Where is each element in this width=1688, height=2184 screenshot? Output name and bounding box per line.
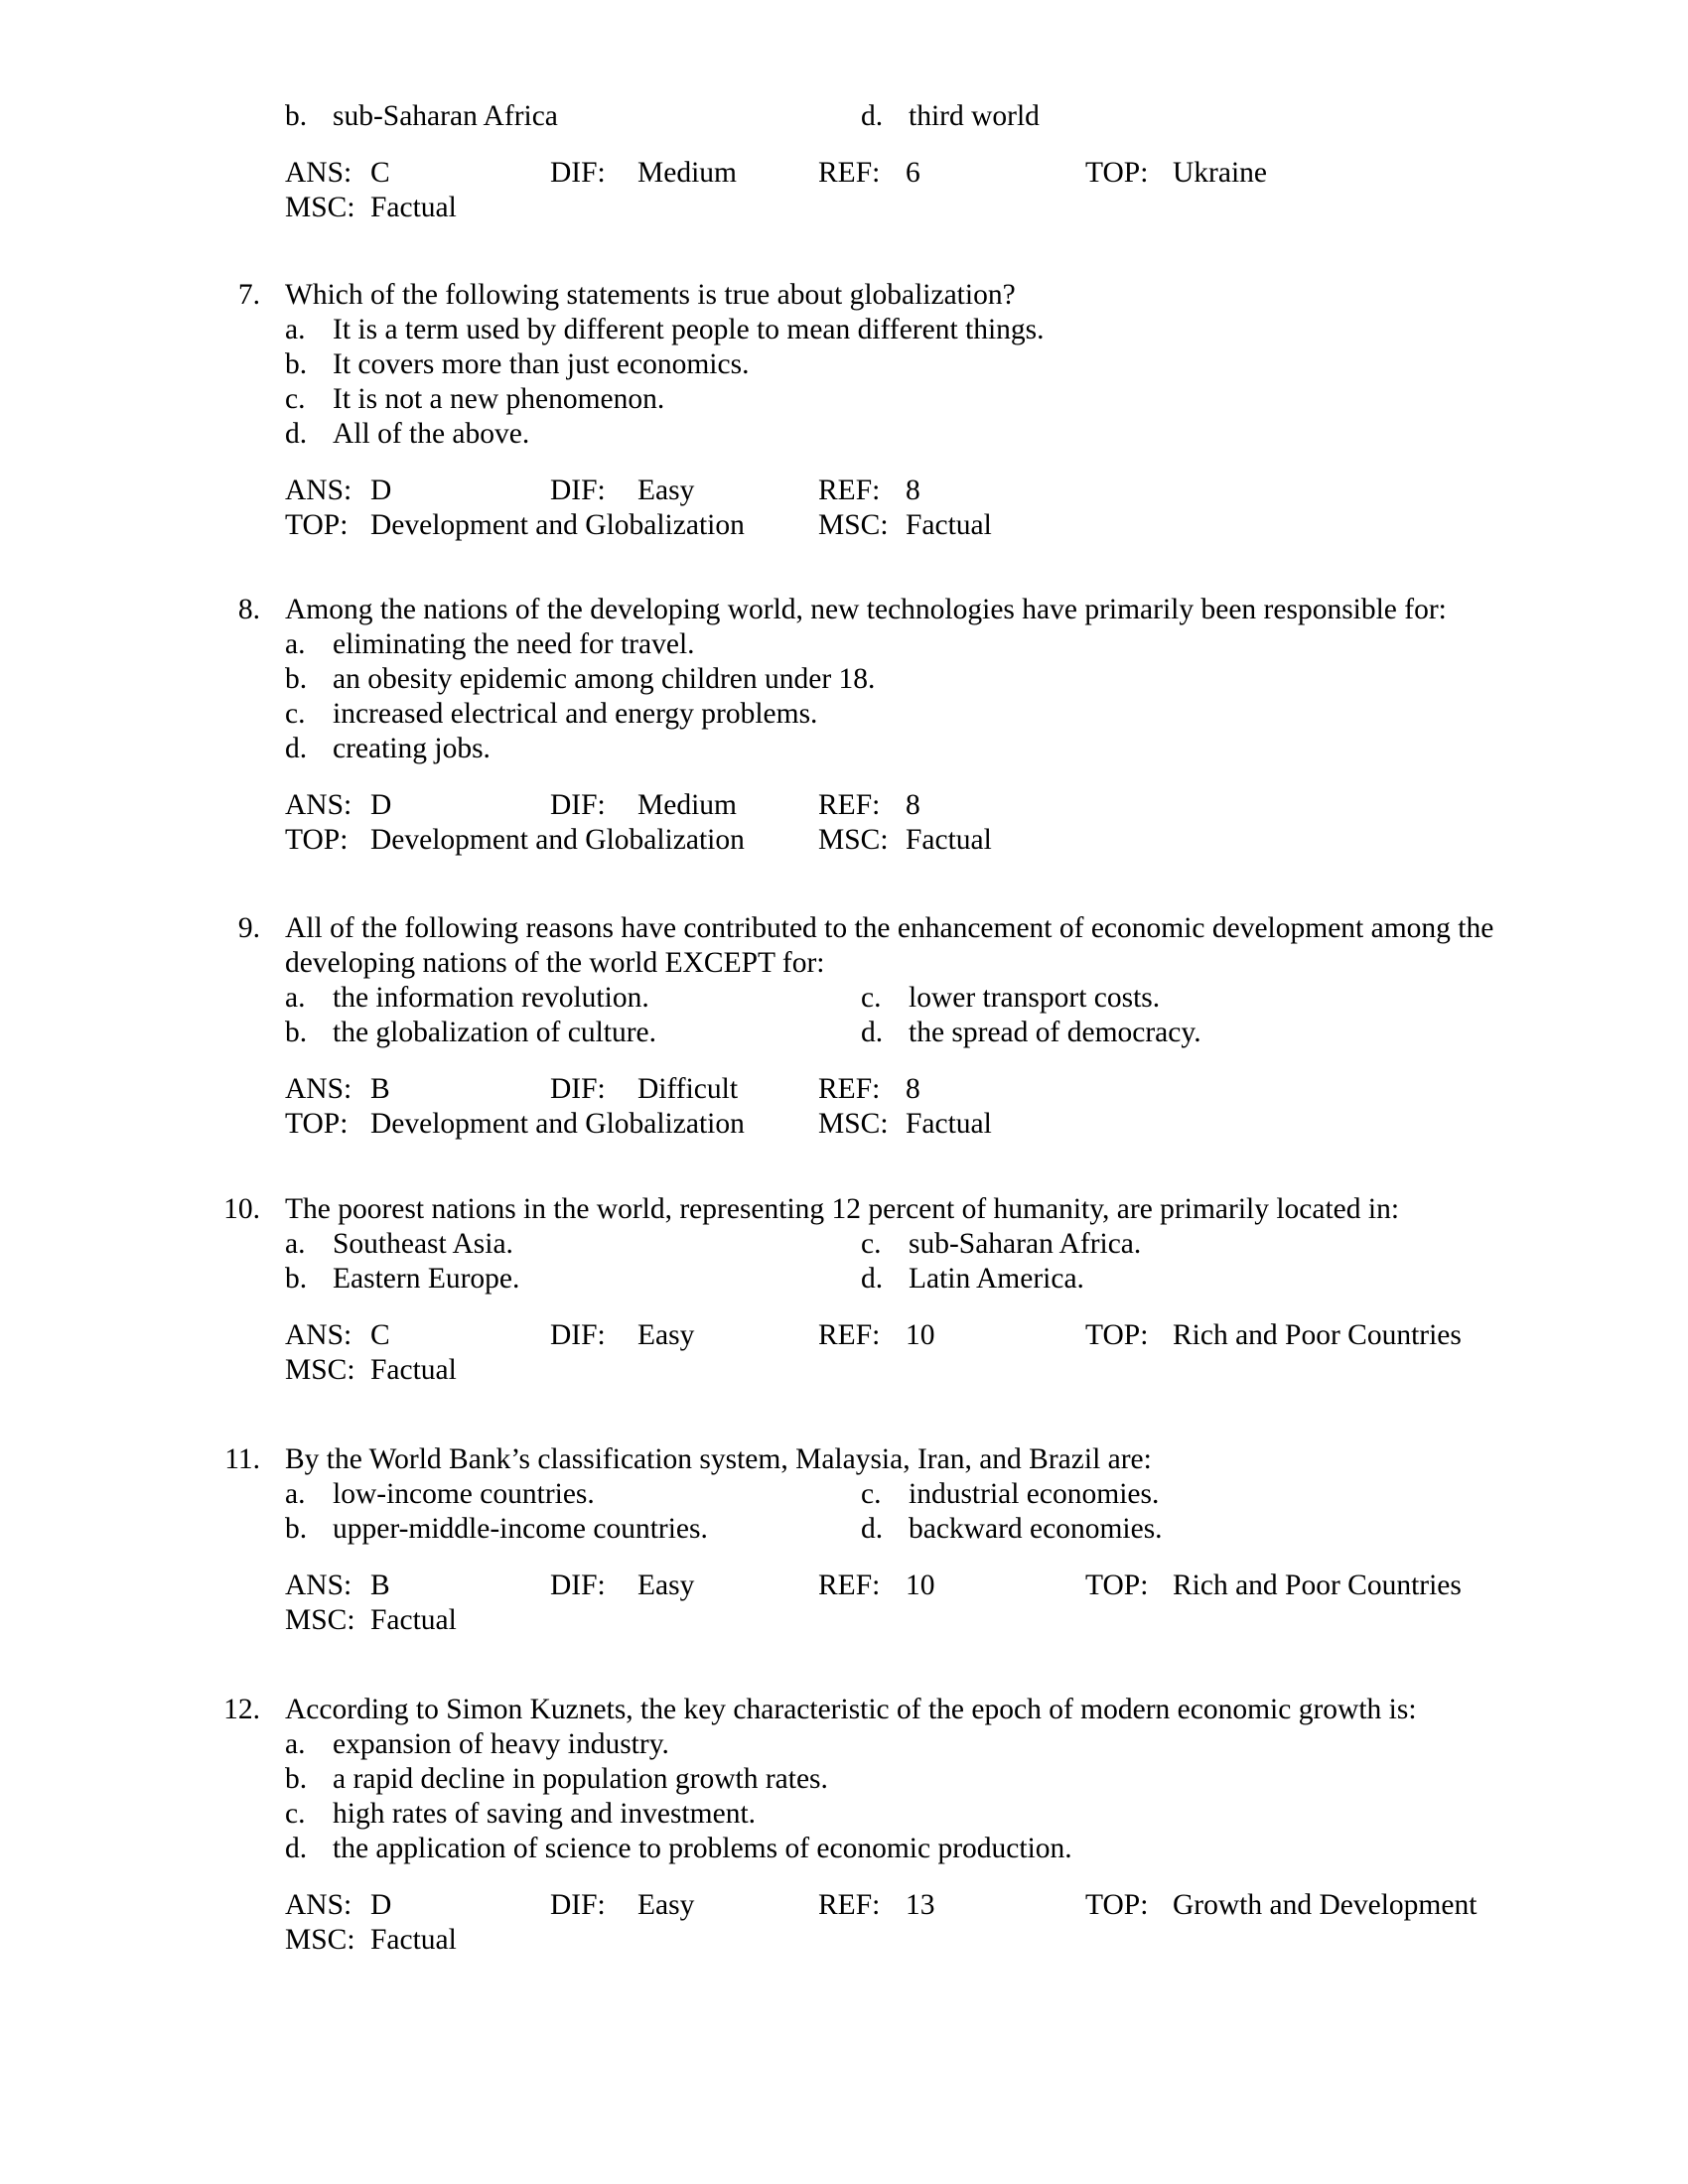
option-text: backward economies. (909, 1513, 1163, 1545)
msc-value: Factual (906, 509, 992, 541)
msc-value: Factual (370, 1924, 457, 1956)
top-label: TOP: (285, 824, 349, 856)
msc-label: MSC: (285, 1604, 355, 1636)
ref-value: 10 (906, 1570, 935, 1601)
dif-value: Easy (637, 1319, 695, 1351)
question-number: 9. (237, 912, 260, 944)
option-letter: a. (285, 1228, 306, 1260)
dif-label: DIF: (550, 1889, 606, 1921)
option-letter: d. (861, 1263, 884, 1295)
ans-value: D (370, 475, 392, 506)
dif-label: DIF: (550, 789, 606, 821)
option-text: sub-Saharan Africa (333, 100, 558, 132)
top-label: TOP: (1085, 1319, 1149, 1351)
ans-value: C (370, 1319, 390, 1351)
question-text-line-1: All of the following reasons have contributed to the enhancement of economic development among the (285, 912, 1494, 944)
msc-label: MSC: (818, 509, 889, 541)
option-text: increased electrical and energy problems. (333, 698, 818, 730)
ref-label: REF: (818, 1889, 881, 1921)
option-text: industrial economies. (909, 1478, 1160, 1510)
option-text: upper-middle-income countries. (333, 1513, 708, 1545)
msc-value: Factual (906, 824, 992, 856)
ref-value: 6 (906, 157, 920, 189)
option-letter: b. (285, 100, 308, 132)
ref-label: REF: (818, 1073, 881, 1105)
dif-value: Medium (637, 789, 737, 821)
option-text: It covers more than just economics. (333, 348, 750, 380)
msc-value: Factual (370, 1354, 457, 1386)
option-letter: c. (861, 982, 882, 1014)
top-value: Development and Globalization (370, 509, 745, 541)
option-letter: b. (285, 1017, 308, 1048)
question-number: 12. (223, 1694, 260, 1725)
option-text: Southeast Asia. (333, 1228, 513, 1260)
option-letter: b. (285, 1513, 308, 1545)
question-number: 11. (224, 1443, 260, 1475)
top-value: Development and Globalization (370, 1108, 745, 1140)
question-text: By the World Bank’s classification system, Malaysia, Iran, and Brazil are: (285, 1443, 1152, 1475)
option-text: creating jobs. (333, 733, 491, 764)
dif-value: Difficult (637, 1073, 739, 1105)
option-letter: c. (285, 698, 306, 730)
option-letter: a. (285, 1728, 306, 1760)
top-value: Growth and Development (1173, 1889, 1477, 1921)
ref-value: 8 (906, 475, 920, 506)
dif-label: DIF: (550, 1073, 606, 1105)
question-text: Among the nations of the developing world, new technologies have primarily been responsible for: (285, 594, 1447, 625)
option-text: an obesity epidemic among children under 18. (333, 663, 876, 695)
top-label: TOP: (1085, 1570, 1149, 1601)
msc-label: MSC: (818, 1108, 889, 1140)
option-text: a rapid decline in population growth rates. (333, 1763, 828, 1795)
option-letter: b. (285, 663, 308, 695)
top-value: Rich and Poor Countries (1173, 1570, 1462, 1601)
msc-label: MSC: (818, 824, 889, 856)
dif-value: Easy (637, 475, 695, 506)
option-letter: c. (285, 1798, 306, 1830)
top-value: Rich and Poor Countries (1173, 1319, 1462, 1351)
ans-value: D (370, 1889, 392, 1921)
ref-label: REF: (818, 475, 881, 506)
option-letter: b. (285, 1763, 308, 1795)
ans-value: B (370, 1570, 390, 1601)
dif-value: Easy (637, 1889, 695, 1921)
option-letter: a. (285, 628, 306, 660)
ans-value: C (370, 157, 390, 189)
option-letter: d. (285, 418, 308, 450)
option-letter: b. (285, 348, 308, 380)
ans-label: ANS: (285, 789, 352, 821)
top-label: TOP: (1085, 1889, 1149, 1921)
option-letter: c. (861, 1228, 882, 1260)
msc-value: Factual (906, 1108, 992, 1140)
ans-label: ANS: (285, 157, 352, 189)
option-letter: c. (285, 383, 306, 415)
ans-value: D (370, 789, 392, 821)
ref-label: REF: (818, 1319, 881, 1351)
question-text-line-2: developing nations of the world EXCEPT for: (285, 947, 825, 979)
msc-label: MSC: (285, 1924, 355, 1956)
option-letter: d. (861, 100, 884, 132)
option-text: It is not a new phenomenon. (333, 383, 665, 415)
dif-value: Easy (637, 1570, 695, 1601)
top-label: TOP: (285, 509, 349, 541)
option-text: low-income countries. (333, 1478, 595, 1510)
ans-label: ANS: (285, 475, 352, 506)
option-text: the application of science to problems of economic production. (333, 1833, 1072, 1864)
option-text: expansion of heavy industry. (333, 1728, 669, 1760)
option-text: the spread of democracy. (909, 1017, 1201, 1048)
ref-label: REF: (818, 157, 881, 189)
dif-label: DIF: (550, 1319, 606, 1351)
option-letter: d. (861, 1017, 884, 1048)
ref-value: 10 (906, 1319, 935, 1351)
ans-label: ANS: (285, 1570, 352, 1601)
option-text: high rates of saving and investment. (333, 1798, 757, 1830)
top-label: TOP: (1085, 157, 1149, 189)
question-text: The poorest nations in the world, representing 12 percent of humanity, are primarily located in: (285, 1193, 1400, 1225)
ans-label: ANS: (285, 1073, 352, 1105)
ref-value: 8 (906, 789, 920, 821)
ref-label: REF: (818, 789, 881, 821)
option-text: the globalization of culture. (333, 1017, 657, 1048)
dif-label: DIF: (550, 475, 606, 506)
option-letter: a. (285, 314, 306, 345)
msc-label: MSC: (285, 1354, 355, 1386)
dif-label: DIF: (550, 157, 606, 189)
option-letter: d. (285, 1833, 308, 1864)
option-text: It is a term used by different people to mean different things. (333, 314, 1045, 345)
option-text: Eastern Europe. (333, 1263, 520, 1295)
option-text: Latin America. (909, 1263, 1084, 1295)
question-number: 8. (237, 594, 260, 625)
top-label: TOP: (285, 1108, 349, 1140)
option-text: third world (909, 100, 1040, 132)
option-letter: a. (285, 1478, 306, 1510)
msc-label: MSC: (285, 192, 355, 223)
question-number: 10. (223, 1193, 260, 1225)
option-text: eliminating the need for travel. (333, 628, 695, 660)
option-letter: a. (285, 982, 306, 1014)
dif-value: Medium (637, 157, 737, 189)
question-text: Which of the following statements is true about globalization? (285, 279, 1016, 311)
ans-value: B (370, 1073, 390, 1105)
ref-value: 13 (906, 1889, 935, 1921)
option-text: the information revolution. (333, 982, 649, 1014)
question-text: According to Simon Kuznets, the key characteristic of the epoch of modern economic growth is: (285, 1694, 1417, 1725)
option-text: lower transport costs. (909, 982, 1161, 1014)
option-letter: d. (285, 733, 308, 764)
msc-value: Factual (370, 1604, 457, 1636)
ans-label: ANS: (285, 1889, 352, 1921)
option-letter: b. (285, 1263, 308, 1295)
option-text: sub-Saharan Africa. (909, 1228, 1142, 1260)
ref-value: 8 (906, 1073, 920, 1105)
question-number: 7. (237, 279, 260, 311)
top-value: Development and Globalization (370, 824, 745, 856)
dif-label: DIF: (550, 1570, 606, 1601)
top-value: Ukraine (1173, 157, 1268, 189)
option-text: All of the above. (333, 418, 530, 450)
option-letter: d. (861, 1513, 884, 1545)
option-letter: c. (861, 1478, 882, 1510)
ans-label: ANS: (285, 1319, 352, 1351)
ref-label: REF: (818, 1570, 881, 1601)
msc-value: Factual (370, 192, 457, 223)
